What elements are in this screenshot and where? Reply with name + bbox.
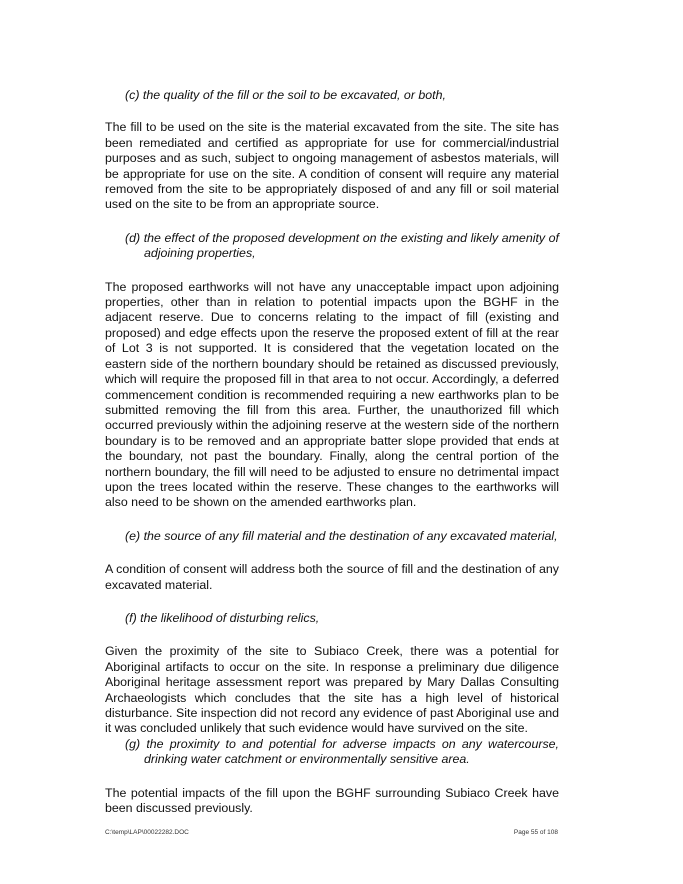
footer-page-number: Page 55 of 108	[513, 829, 558, 836]
criterion-c: (c) the quality of the fill or the soil to be excavated, or both,	[125, 88, 446, 102]
criterion-e: (e) the source of any fill material and the destination of any excavated material,	[125, 528, 558, 543]
paragraph-fill-source: A condition of consent will address both the source of fill and the destination of any excavated material.	[105, 562, 559, 592]
paragraph-fill-quality: The fill to be used on the site is the material excavated from the site. The site has been remediated and certified as appropriate for use for commercial/industrial purposes and as such, subject to ongoing management of asbestos materials, will be appropriate for use on the site. A condition of consent will require any material removed from the site to be appropriately disposed of and any fill or soil material used on the site to be from an appropriate source.	[105, 120, 559, 212]
paragraph-relics: Given the proximity of the site to Subiaco Creek, there was a potential for Aboriginal artifacts to occur on the site. In response a preliminary due diligence Aboriginal heritage assessment report was prepared by Mary Dallas Consulting Archaeologists which concludes that the site has a high level of historical disturbance. Site inspection did not record any evidence of past Aboriginal use and it was concluded unlikely that such evidence would have survived on the site.	[105, 644, 559, 736]
criterion-g: (g) the proximity to and potential for adverse impacts on any watercourse, drinking water catchment or environmentally sensitive area.	[125, 736, 559, 767]
paragraph-amenity: The proposed earthworks will not have any unacceptable impact upon adjoining properties, other than in relation to potential impacts upon the BGHF in the adjacent reserve. Due to concerns relating to the impact of fill (existing and proposed) and edge effects upon the reserve the proposed extent of fill at the rear of Lot 3 is not supported. It is considered that the vegetation located on the eastern side of the northern boundary should be retained as discussed previously, which will require the proposed fill in that area to not occur. Accordingly, a deferred commencement condition is recommended requiring a new earthworks plan to be submitted removing the fill from this area. Further, the unauthorized fill which occurred previously within the adjoining reserve at the western side of the northern boundary is to be removed and an appropriate batter slope provided that ends at the boundary, not past the boundary. Finally, along the central portion of the northern boundary, the fill will need to be adjusted to ensure no detrimental impact upon the trees located within the reserve. These changes to the earthworks will also need to be shown on the amended earthworks plan.	[105, 279, 559, 510]
criterion-f: (f) the likelihood of disturbing relics,	[125, 610, 320, 625]
footer-file-path: C:\temp\LAP\00022282.DOC	[105, 829, 189, 836]
document-body	[105, 88, 559, 816]
paragraph-watercourse: The potential impacts of the fill upon the BGHF surrounding Subiaco Creek have been discussed previously.	[105, 785, 559, 816]
criterion-d: (d) the effect of the proposed development on the existing and likely amenity of adjoining properties,	[125, 230, 559, 261]
